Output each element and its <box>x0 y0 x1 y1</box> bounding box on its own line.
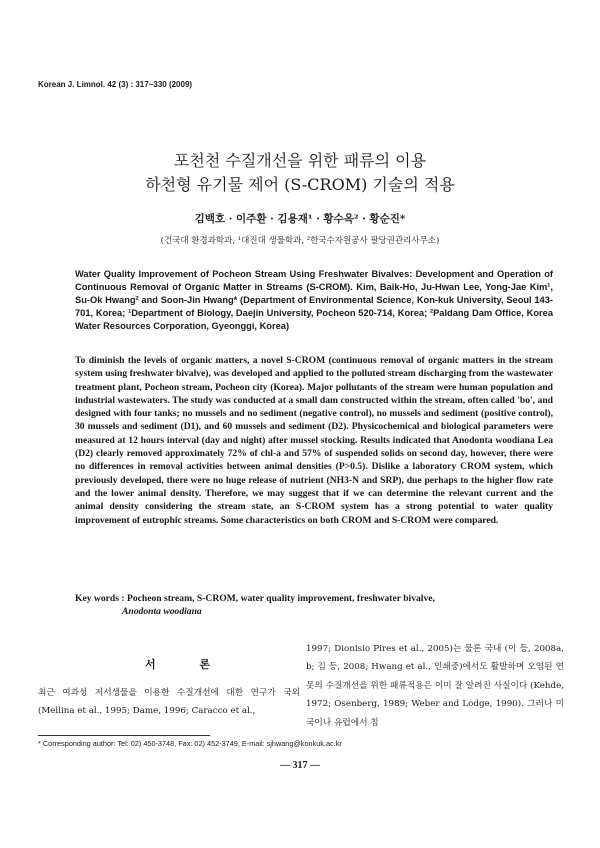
body-right-column: 1997; Dionisio Pires et al., 2005)는 물론 국내 (이 등, 2008a, b; 김 등, 2008; Hwang et al., 인쇄중)에서도 활발하며 오염된 연못의 수질개선을 위한 패류적용은 이미 잘 알려진 사실이다 (Kehde, 1972; Osenberg, 1989; Weber and Lodge, 1990). 그러나 미국이나 유럽에서 침 <box>306 644 564 728</box>
keywords <box>75 592 553 618</box>
korean-affiliations: (건국대 환경과학과, ¹대진대 생물학과, ²한국수자원공사 팔당권관리사무소) <box>160 236 440 246</box>
body-left-column: 최근 여과성 저서생물을 이용한 수질개선에 대한 연구가 국외 (Mellina et al., 1995; Dame, 1996; Caracco et al., <box>38 688 300 716</box>
corresponding-author-footnote: * Corresponding author: Tel: 02) 450-3748, Fax: 02) 452-3749, E-mail: sjhwang@konkuk.ac.kr <box>38 739 342 748</box>
korean-title-line-2: 하천형 유기물 제어 (S-CROM) 기술의 적용 <box>145 175 455 194</box>
english-title-block: Water Quality Improvement of Pocheon Stream Using Freshwater Bivalves: Development and Operation of Continuous Removal of Organic Matter in Streams (S-CROM). Kim, Baik-Ho, Ju-Hwan Lee, Yong-Jae Kim¹, Su-Ok Hwang² and Soon-Jin Hwang* (Department of Environmental Science, Kon-kuk University, Seoul 143-701, Korea; ¹Department of Biology, Daejin University, Pocheon 520-714, Korea; ²Paldang Dam Office, Korea Water Resources Corporation, Gyeonggi, Korea) <box>75 269 553 331</box>
footnote-divider <box>38 735 210 736</box>
abstract: To diminish the levels of organic matters, a novel S-CROM (continuous removal of organic matters in the stream system using freshwater bivalve), was developed and applied to the polluted stream discharging from the wastewater treatment plant, Pocheon stream, Pocheon city (Korea). Major pollutants of the stream were human population and industrial wastewaters. The study was conducted at a small dam constructed within the stream, often called 'bo', and designed with four tanks; no mussels and no sediment (negative control), no mussels and sediment (positive control), 30 mussels and sediment (D1), and 60 mussels and sediment (D2). Physicochemical and biological parameters were measured at 12 hours interval (day and night) after mussel stocking. Results indicated that Anodonta woodiana Lea (D2) clearly removed approximately 72% of chl-a and 57% of suspended solids on second day, however, there were no differences in removal activities between animal densities (P>0.5). Dislike a laboratory CROM system, which previously developed, there were no huge release of nutrient (NH3-N and SRP), due perhaps to the higher flow rate and the lower animal density. Therefore, we may suggest that if we can determine the relevant current and the animal density considering the stream state, an S-CROM system has a strong potential to water quality improvement of eutrophic streams. Some characteristics on both CROM and S-CROM were compared. <box>75 355 553 526</box>
keywords-line-2: Anodonta woodiana <box>122 606 202 617</box>
page-number: — 317 — <box>280 760 320 771</box>
section-heading-introduction: 서 론 <box>145 658 231 671</box>
keywords-line-1: Pocheon stream, S-CROM, water quality improvement, freshwater bivalve, <box>126 593 435 604</box>
korean-authors: 김백호 · 이주환 · 김용재¹ · 황수옥² · 황순진* <box>194 213 406 225</box>
korean-title-line-1: 포천천 수질개선을 위한 패류의 이용 <box>173 151 427 170</box>
journal-citation: Korean J. Limnol. 42 (3) : 317~330 (2009) <box>38 80 193 89</box>
keywords-label: Key words : <box>75 593 125 604</box>
